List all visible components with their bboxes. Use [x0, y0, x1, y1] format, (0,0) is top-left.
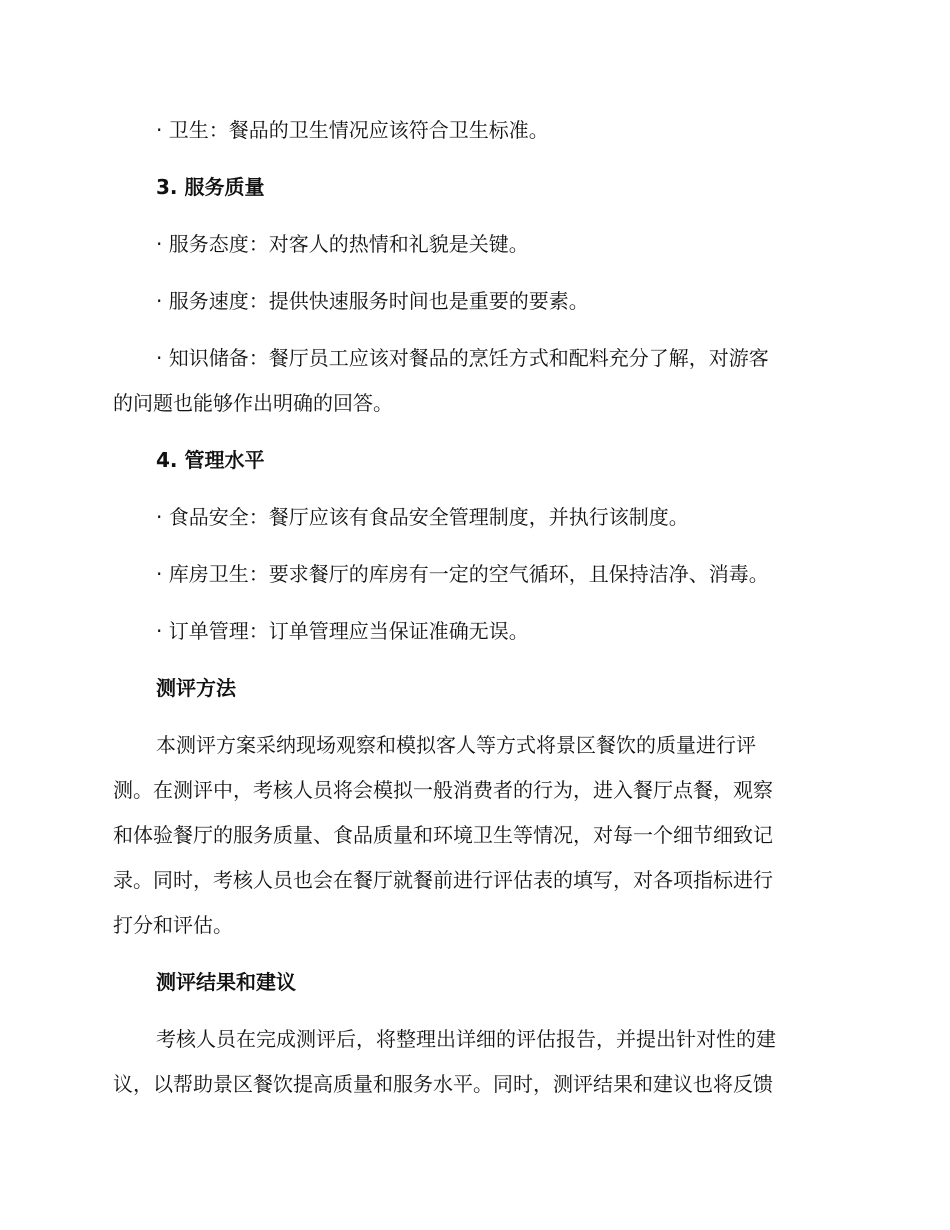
method-line-5: 打分和评估。 — [113, 913, 233, 937]
bullet-hygiene: · 卫生：餐品的卫生情况应该符合卫生标准。 — [156, 118, 549, 142]
results-line-1: 考核人员在完成测评后，将整理出详细的评估报告，并提出针对性的建 — [156, 1027, 776, 1051]
method-line-2: 测。在测评中，考核人员将会模拟一般消费者的行为，进入餐厅点餐，观察 — [113, 778, 773, 802]
results-line-2: 议，以帮助景区餐饮提高质量和服务水平。同时，测评结果和建议也将反馈 — [113, 1072, 773, 1096]
section-heading-results: 测评结果和建议 — [156, 970, 296, 994]
method-line-3: 和体验餐厅的服务质量、食品质量和环境卫生等情况，对每一个细节细致记 — [113, 823, 773, 847]
method-paragraph — [113, 723, 831, 948]
results-paragraph — [113, 1017, 831, 1107]
bullet-service-speed: · 服务速度：提供快速服务时间也是重要的要素。 — [156, 289, 589, 313]
bullet-storage-hygiene: · 库房卫生：要求餐厅的库房有一定的空气循环，且保持洁净、消毒。 — [156, 562, 769, 586]
section-heading-management: 4. 管理水平 — [156, 448, 265, 472]
section-heading-service-quality: 3. 服务质量 — [156, 175, 265, 199]
document-body — [113, 108, 831, 1107]
bullet-knowledge — [113, 336, 831, 426]
bullet-order-management: · 订单管理：订单管理应当保证准确无误。 — [156, 619, 529, 643]
bullet-knowledge-line-2: 的问题也能够作出明确的回答。 — [113, 391, 393, 415]
bullet-knowledge-line-1: · 知识储备：餐厅员工应该对餐品的烹饪方式和配料充分了解，对游客 — [156, 346, 769, 370]
bullet-service-attitude: · 服务态度：对客人的热情和礼貌是关键。 — [156, 232, 529, 256]
bullet-food-safety: · 食品安全：餐厅应该有食品安全管理制度，并执行该制度。 — [156, 505, 689, 529]
method-line-1: 本测评方案采纳现场观察和模拟客人等方式将景区餐饮的质量进行评 — [156, 733, 756, 757]
section-heading-method: 测评方法 — [156, 676, 236, 700]
method-line-4: 录。同时，考核人员也会在餐厅就餐前进行评估表的填写，对各项指标进行 — [113, 868, 773, 892]
